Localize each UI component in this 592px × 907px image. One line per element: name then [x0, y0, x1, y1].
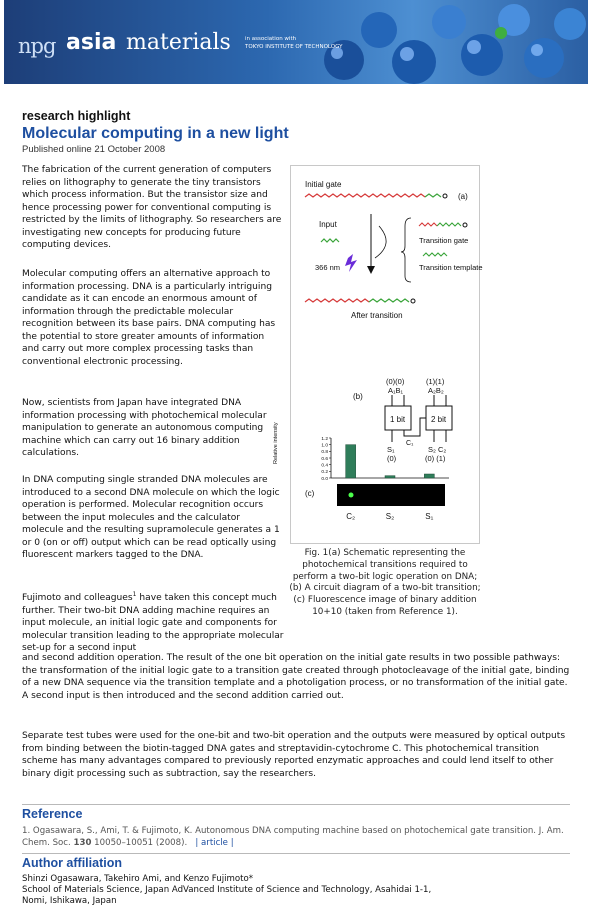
chart-x-tick-label: S₂: [385, 512, 395, 521]
label-after-transition: After transition: [351, 311, 403, 320]
label-transition-gate: Transition gate: [419, 236, 469, 245]
after-transition-strand: [305, 299, 369, 302]
reaction-arrowhead: [367, 266, 375, 274]
paragraph-1: The fabrication of the current generation of computers relies on lithography to generate the tiny transistors which process information. But the transistor size and hence processing power for conventional computing is restricted by the limits of lithography. So researchers are investigating new concepts for producing future computing devices.: [22, 165, 282, 250]
affiliation-divider: [22, 853, 570, 854]
chart-bar: [346, 445, 356, 478]
paragraph-5-wide: and second addition operation. The result of the one bit operation on the initial gate results in two possible pathways: the transformation of the initial logic gate to a transition gate created through photocleavage of the initial gate, binding of a new DNA sequence via the transition template and a photoligation process, or no transformation of the initial gate. A second input is then introduced and the second addition carried out.: [22, 653, 570, 701]
association-line1: in association with: [245, 36, 297, 42]
paragraph-4: In DNA computing single stranded DNA molecules are introduced to a second DNA molecule on which the logic operation is performed. Molecular recognition occurs between the input molecules and the calculator molecule and the resulting supramolecule generates a 1 or 0 (on or off) output which can be read optically using fluorescent markers tagged to the DNA.: [22, 475, 280, 560]
citation-1[interactable]: 1: [132, 591, 137, 598]
reference-pages: 10050–10051 (2008).: [91, 837, 188, 848]
logo-asia: asia: [66, 30, 117, 55]
panel-a-tag: (a): [458, 192, 468, 201]
journal-banner: [4, 0, 588, 84]
light-flash-icon: [345, 254, 357, 272]
figure-1: [273, 165, 483, 544]
top-right-bits: (1)(1): [426, 377, 445, 386]
paragraph-5-narrow: [22, 589, 284, 655]
panel-b-tag: (b): [353, 392, 363, 401]
affiliation-line2: Nomi, Ishikawa, Japan: [22, 896, 117, 906]
top-left-bits: (0)(0): [386, 377, 405, 386]
figure-1-graphic: [273, 166, 483, 543]
reference-1: [22, 826, 570, 849]
logo-materials: materials: [126, 30, 231, 55]
chart-bar: [385, 476, 395, 478]
out2-vars: S₂ C₂: [428, 445, 447, 454]
figure-caption: Fig. 1(a) Schematic representing the photochemical transitions required to perform a two-bit logic operation on DNA; (b) A circuit diagram of a two-bit transition; (c) Fluorescence image of binary addition 10+10 (taken from Reference 1).: [289, 548, 481, 617]
reference-heading: Reference: [22, 807, 83, 821]
gate-1bit-label: 1 bit: [390, 415, 406, 424]
affiliation-heading: Author affiliation: [22, 856, 122, 870]
transition-template-strand: [423, 253, 447, 256]
panel-c-tag: (c): [305, 489, 315, 498]
chart-y-tick-label: 1.2: [321, 436, 328, 442]
chart-ylabel: Relative intensity: [273, 422, 279, 464]
top-right-vars: A₂B₂: [428, 386, 444, 395]
transition-gate-end: [463, 223, 467, 227]
gate-2bit-label: 2 bit: [431, 415, 447, 424]
label-initial-gate: Initial gate: [305, 180, 342, 189]
after-transition-end: [411, 299, 415, 303]
carry-label: C₁: [406, 440, 414, 447]
para5-start: Fujimoto and colleagues: [22, 593, 133, 604]
chart-y-tick-label: 0.6: [321, 456, 328, 462]
label-transition-template: Transition template: [419, 263, 483, 272]
chart-y-tick-label: 0.2: [321, 470, 328, 476]
paragraph-2: Molecular computing offers an alternative approach to information processing. DNA is a particularly intriguing candidate as it can encode an enormous amount of information through the predictable molecular recognition between its base pairs. DNA computing has the potential to store greater amounts of information and carry out more complex processing tasks than conventional electronic processing.: [22, 269, 276, 367]
out1-var: S₁: [387, 445, 395, 454]
paragraph-3: Now, scientists from Japan have integrated DNA information processing with photochemical molecular manipulation to generate an autonomous computing machine which can carry out 16 binary addition calculations.: [22, 398, 267, 458]
chart-y-tick-label: 0.8: [321, 450, 328, 456]
transition-gate-strand: [419, 223, 437, 226]
components-bracket: [401, 218, 411, 282]
article-title: Molecular computing in a new light: [22, 125, 289, 142]
label-input: Input: [319, 220, 337, 229]
chart-y-tick-label: 0.0: [321, 476, 328, 482]
chart-bar: [424, 474, 434, 478]
chart-y-tick-label: 1.0: [321, 443, 328, 449]
label-wavelength: 366 nm: [315, 263, 341, 272]
initial-gate-strand-tail: [425, 194, 441, 197]
input-strand: [321, 239, 339, 242]
paragraph-6: Separate test tubes were used for the one-bit and two-bit operation and the outputs were measured by optical outputs from binding between the biotin-tagged DNA gates and streptavidin-cytochrome C. This photochemical transition scheme has many advantages compared to previously reported enzymatic approaches and could lend itself to other binary digit processing such as subtraction, say the researchers.: [22, 731, 566, 779]
article-link[interactable]: | article |: [195, 837, 234, 848]
fluorescence-spot: [349, 493, 354, 498]
transition-gate-strand-2: [437, 223, 461, 226]
reference-divider: [22, 804, 570, 805]
association-line2: TOKYO INSTITUTE OF TECHNOLOGY: [245, 44, 343, 50]
initial-gate-end-marker: [443, 194, 447, 198]
published-date: Published online 21 October 2008: [22, 144, 166, 155]
affiliation-line1: School of Materials Science, Japan AdVanced Institute of Science and Technology, Asahidai 1-1,: [22, 885, 432, 895]
initial-gate-strand: [305, 194, 425, 197]
top-left-vars: A₁B₁: [388, 386, 404, 395]
chart-y-tick-label: 0.4: [321, 463, 328, 469]
out1-val: (0): [387, 454, 397, 463]
affiliation-authors: Shinzi Ogasawara, Takehiro Ami, and Kenzo Fujimoto*: [22, 874, 254, 884]
reference-volume: 130: [73, 837, 92, 848]
incoming-arrow: [375, 226, 386, 258]
chart-x-tick-label: C₂: [346, 512, 356, 521]
article-kicker: research highlight: [22, 109, 131, 123]
after-transition-strand-2: [369, 299, 409, 302]
para5-narrow-text: have taken this concept much further. Their two-bit DNA adding machine requires an input molecule, an initial logic gate and components for molecular transition leading to the appropriate molecular set-up for a second input: [22, 593, 284, 654]
reference-text: 1. Ogasawara, S., Ami, T. & Fujimoto, K. Autonomous DNA computing machine based on photochemical gate transition. J. Am. Chem. Soc.: [22, 826, 564, 848]
logo-npg: npg: [18, 34, 56, 58]
chart-x-tick-label: S₁: [425, 512, 434, 521]
out2-vals: (0) (1): [425, 454, 446, 463]
